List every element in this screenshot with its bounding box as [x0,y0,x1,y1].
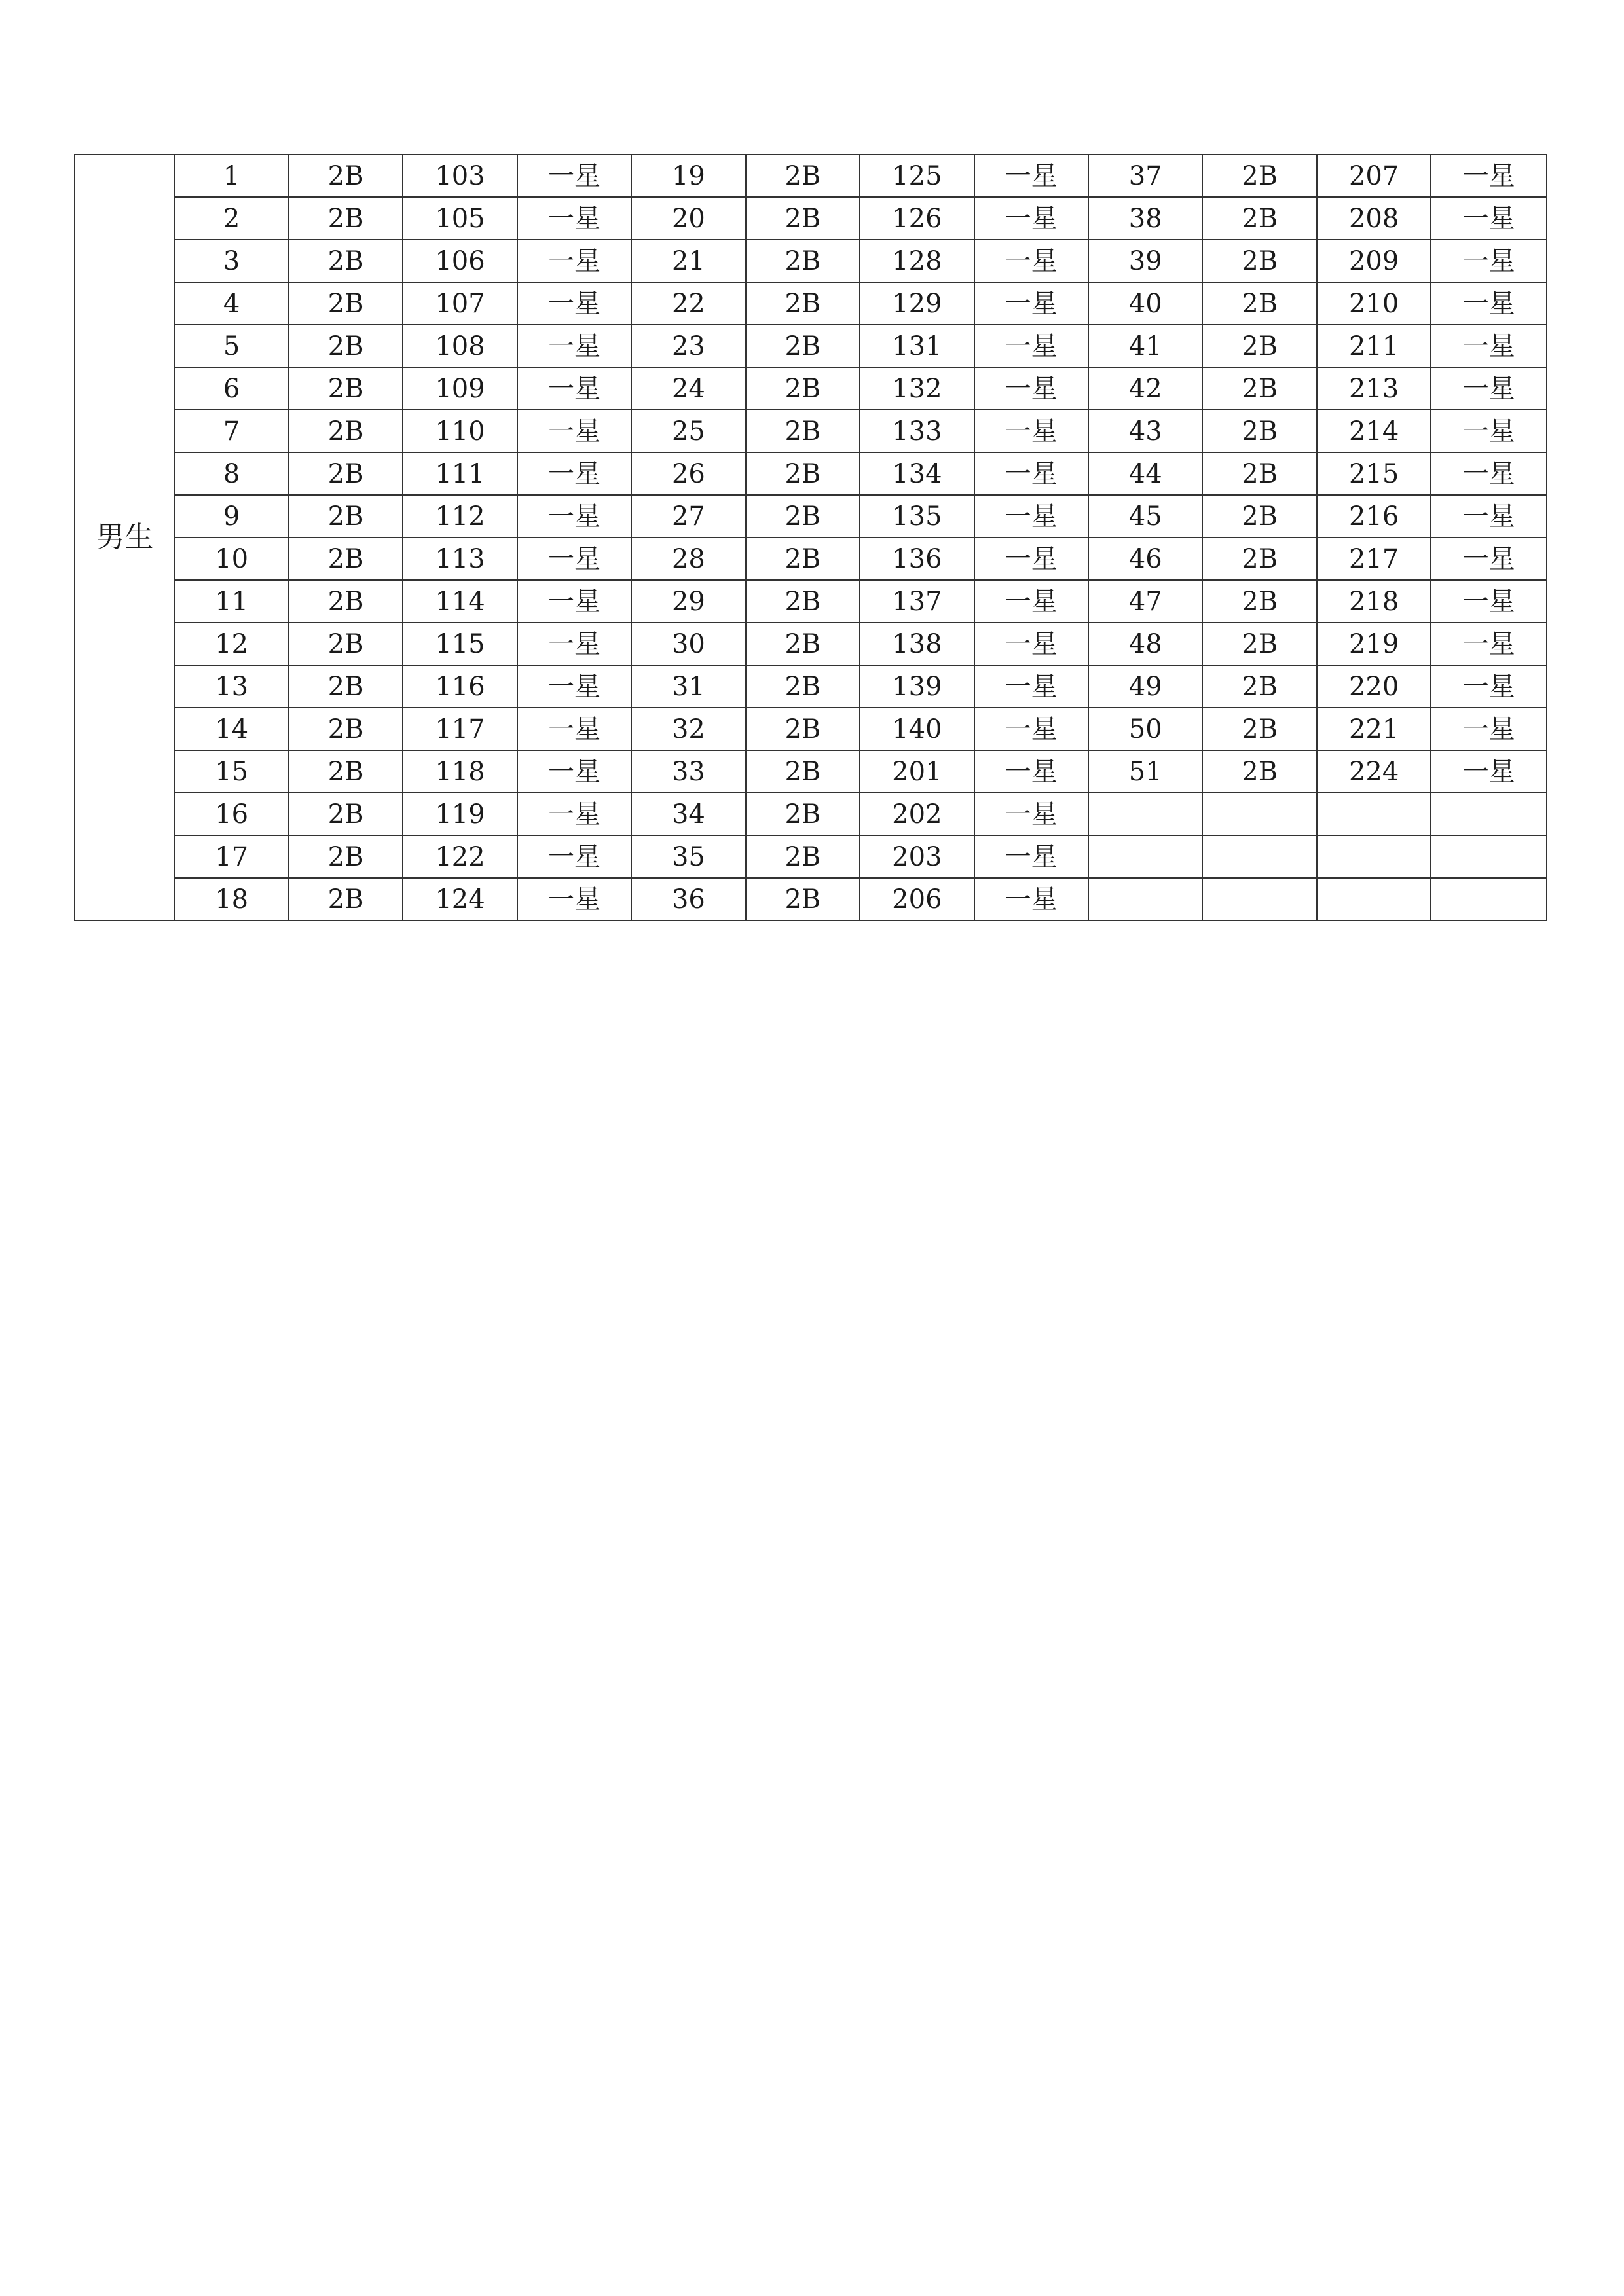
table-cell: 1 [174,155,288,197]
table-cell: 一星 [517,835,631,878]
table-cell: 一星 [1431,750,1547,793]
table-cell: 2B [1202,452,1316,495]
table-cell: 一星 [1431,623,1547,665]
table-cell [1317,793,1431,835]
table-cell: 39 [1088,240,1202,282]
table-cell: 一星 [1431,538,1547,580]
table-row [75,793,1547,835]
table-cell: 一星 [974,410,1088,452]
table-cell: 208 [1317,197,1431,240]
table-cell: 44 [1088,452,1202,495]
table-cell: 211 [1317,325,1431,367]
table-cell: 一星 [517,197,631,240]
table-cell: 138 [860,623,974,665]
table-row [75,240,1547,282]
table-cell [1088,793,1202,835]
table-cell: 一星 [1431,495,1547,538]
table-cell: 50 [1088,708,1202,750]
table-cell: 2B [289,325,403,367]
table-cell: 一星 [517,580,631,623]
table-cell: 一星 [974,623,1088,665]
table-row [75,708,1547,750]
table-cell: 34 [631,793,745,835]
table-cell: 16 [174,793,288,835]
table-cell: 4 [174,282,288,325]
table-cell: 45 [1088,495,1202,538]
table-cell: 18 [174,878,288,920]
table-cell [1431,793,1547,835]
table-cell: 一星 [974,665,1088,708]
table-cell: 10 [174,538,288,580]
table-cell: 一星 [1431,452,1547,495]
table-cell: 126 [860,197,974,240]
table-cell: 一星 [517,708,631,750]
table-cell: 2B [289,240,403,282]
table-cell: 一星 [1431,155,1547,197]
table-cell: 209 [1317,240,1431,282]
table-row [75,878,1547,920]
table-cell: 2B [746,878,860,920]
table-cell: 3 [174,240,288,282]
table-cell [1088,878,1202,920]
table-cell: 一星 [974,750,1088,793]
table-row [75,452,1547,495]
table-cell: 224 [1317,750,1431,793]
table-cell: 2B [1202,665,1316,708]
table-cell: 2B [1202,538,1316,580]
table-cell: 2B [746,240,860,282]
table-cell: 一星 [517,452,631,495]
table-cell: 122 [403,835,517,878]
table-cell: 220 [1317,665,1431,708]
table-cell: 一星 [517,665,631,708]
table-cell: 2B [746,538,860,580]
table-cell: 17 [174,835,288,878]
table-cell: 2B [289,538,403,580]
table-cell: 2 [174,197,288,240]
table-cell: 42 [1088,367,1202,410]
table-cell: 49 [1088,665,1202,708]
table-cell [1202,793,1316,835]
table-cell: 一星 [517,240,631,282]
table-cell: 207 [1317,155,1431,197]
table-cell: 139 [860,665,974,708]
table-cell: 一星 [517,367,631,410]
table-cell: 128 [860,240,974,282]
table-cell: 118 [403,750,517,793]
table-cell: 31 [631,665,745,708]
table-cell: 6 [174,367,288,410]
table-cell: 135 [860,495,974,538]
table-cell: 27 [631,495,745,538]
table-cell: 48 [1088,623,1202,665]
table-cell: 125 [860,155,974,197]
table-cell: 2B [289,410,403,452]
table-cell: 2B [289,665,403,708]
table-cell: 2B [746,410,860,452]
table-cell: 11 [174,580,288,623]
table-cell: 15 [174,750,288,793]
table-cell: 2B [746,197,860,240]
table-cell: 一星 [974,367,1088,410]
table-cell: 105 [403,197,517,240]
table-cell: 12 [174,623,288,665]
table-cell: 一星 [517,538,631,580]
table-cell: 一星 [1431,325,1547,367]
table-cell: 216 [1317,495,1431,538]
table-cell: 2B [746,452,860,495]
roster-body [75,155,1547,920]
table-cell: 2B [1202,155,1316,197]
table-cell: 129 [860,282,974,325]
table-cell: 133 [860,410,974,452]
table-cell: 2B [289,155,403,197]
table-cell: 一星 [974,495,1088,538]
table-cell: 2B [289,878,403,920]
table-cell: 215 [1317,452,1431,495]
table-cell: 111 [403,452,517,495]
table-cell: 一星 [1431,240,1547,282]
table-cell: 2B [1202,708,1316,750]
table-cell: 32 [631,708,745,750]
table-cell: 一星 [974,325,1088,367]
table-cell: 107 [403,282,517,325]
table-cell: 221 [1317,708,1431,750]
table-cell [1431,835,1547,878]
table-cell: 109 [403,367,517,410]
table-cell: 一星 [517,155,631,197]
table-cell: 2B [289,367,403,410]
table-cell: 一星 [974,793,1088,835]
table-row [75,197,1547,240]
table-row [75,580,1547,623]
table-row [75,623,1547,665]
table-cell: 一星 [1431,367,1547,410]
table-cell: 131 [860,325,974,367]
table-cell: 112 [403,495,517,538]
table-cell: 2B [289,708,403,750]
table-cell: 25 [631,410,745,452]
table-cell: 41 [1088,325,1202,367]
roster-table [74,154,1547,921]
table-row [75,155,1547,197]
table-cell: 2B [1202,623,1316,665]
table-cell: 132 [860,367,974,410]
table-cell: 108 [403,325,517,367]
table-cell: 213 [1317,367,1431,410]
table-cell: 26 [631,452,745,495]
table-cell: 一星 [517,793,631,835]
table-cell: 23 [631,325,745,367]
table-cell: 37 [1088,155,1202,197]
table-cell: 9 [174,495,288,538]
table-cell [1317,835,1431,878]
table-cell: 一星 [1431,410,1547,452]
table-cell: 114 [403,580,517,623]
table-cell [1202,878,1316,920]
table-cell: 13 [174,665,288,708]
table-row [75,325,1547,367]
table-cell: 28 [631,538,745,580]
table-cell: 5 [174,325,288,367]
table-cell: 2B [289,835,403,878]
group-label-cell: 男生 [75,155,174,920]
table-cell: 46 [1088,538,1202,580]
table-cell: 38 [1088,197,1202,240]
table-cell: 一星 [1431,282,1547,325]
table-cell: 206 [860,878,974,920]
table-cell: 2B [746,623,860,665]
table-cell: 117 [403,708,517,750]
table-cell: 22 [631,282,745,325]
table-cell: 21 [631,240,745,282]
table-cell: 134 [860,452,974,495]
table-cell: 一星 [974,835,1088,878]
table-cell: 217 [1317,538,1431,580]
table-cell: 2B [289,580,403,623]
table-cell: 一星 [974,580,1088,623]
table-cell: 一星 [974,538,1088,580]
table-cell: 40 [1088,282,1202,325]
table-cell: 一星 [974,452,1088,495]
table-cell: 140 [860,708,974,750]
table-cell: 116 [403,665,517,708]
table-row [75,410,1547,452]
table-cell: 一星 [974,878,1088,920]
table-cell [1317,878,1431,920]
table-cell: 2B [289,197,403,240]
table-row [75,495,1547,538]
table-cell: 2B [1202,410,1316,452]
table-cell: 一星 [1431,580,1547,623]
table-cell: 2B [746,708,860,750]
table-cell: 2B [746,750,860,793]
table-cell: 2B [289,282,403,325]
table-cell: 8 [174,452,288,495]
table-cell: 137 [860,580,974,623]
table-cell: 30 [631,623,745,665]
table-cell: 一星 [1431,708,1547,750]
table-cell: 一星 [1431,197,1547,240]
table-row [75,835,1547,878]
table-cell: 2B [746,793,860,835]
table-cell: 一星 [517,878,631,920]
table-cell: 2B [746,155,860,197]
table-cell: 24 [631,367,745,410]
table-row [75,367,1547,410]
table-cell: 2B [746,835,860,878]
table-cell: 202 [860,793,974,835]
table-cell: 一星 [974,282,1088,325]
table-cell: 2B [746,282,860,325]
table-cell: 47 [1088,580,1202,623]
table-cell: 2B [289,452,403,495]
table-cell: 2B [1202,367,1316,410]
table-cell: 136 [860,538,974,580]
table-cell: 一星 [517,410,631,452]
table-cell: 2B [289,750,403,793]
table-cell: 一星 [974,197,1088,240]
table-cell: 2B [1202,197,1316,240]
table-cell: 29 [631,580,745,623]
table-cell: 20 [631,197,745,240]
table-cell: 一星 [1431,665,1547,708]
table-cell: 51 [1088,750,1202,793]
table-cell: 19 [631,155,745,197]
table-cell: 210 [1317,282,1431,325]
table-cell: 201 [860,750,974,793]
table-cell: 一星 [974,240,1088,282]
table-cell: 2B [746,325,860,367]
table-cell: 2B [1202,750,1316,793]
table-cell: 2B [289,495,403,538]
table-cell: 14 [174,708,288,750]
table-cell: 35 [631,835,745,878]
table-cell: 2B [289,793,403,835]
table-cell: 一星 [517,282,631,325]
table-cell: 110 [403,410,517,452]
table-cell: 113 [403,538,517,580]
table-cell [1088,835,1202,878]
table-row [75,282,1547,325]
table-cell: 2B [289,623,403,665]
table-cell: 33 [631,750,745,793]
table-cell: 2B [746,495,860,538]
table-row [75,538,1547,580]
table-cell: 106 [403,240,517,282]
table-cell: 2B [746,665,860,708]
table-cell [1431,878,1547,920]
table-cell [1202,835,1316,878]
table-cell: 43 [1088,410,1202,452]
table-cell: 103 [403,155,517,197]
table-cell: 2B [746,367,860,410]
table-cell: 一星 [974,155,1088,197]
table-cell: 219 [1317,623,1431,665]
table-row [75,750,1547,793]
table-cell: 一星 [517,623,631,665]
table-cell: 2B [1202,325,1316,367]
table-cell: 36 [631,878,745,920]
table-cell: 124 [403,878,517,920]
table-row [75,665,1547,708]
table-cell: 7 [174,410,288,452]
table-cell: 一星 [517,495,631,538]
table-cell: 2B [1202,240,1316,282]
table-cell: 119 [403,793,517,835]
table-cell: 203 [860,835,974,878]
table-cell: 2B [746,580,860,623]
table-cell: 一星 [517,750,631,793]
table-cell: 2B [1202,495,1316,538]
table-cell: 2B [1202,282,1316,325]
table-cell: 218 [1317,580,1431,623]
table-cell: 214 [1317,410,1431,452]
table-cell: 2B [1202,580,1316,623]
table-cell: 115 [403,623,517,665]
table-cell: 一星 [517,325,631,367]
table-cell: 一星 [974,708,1088,750]
